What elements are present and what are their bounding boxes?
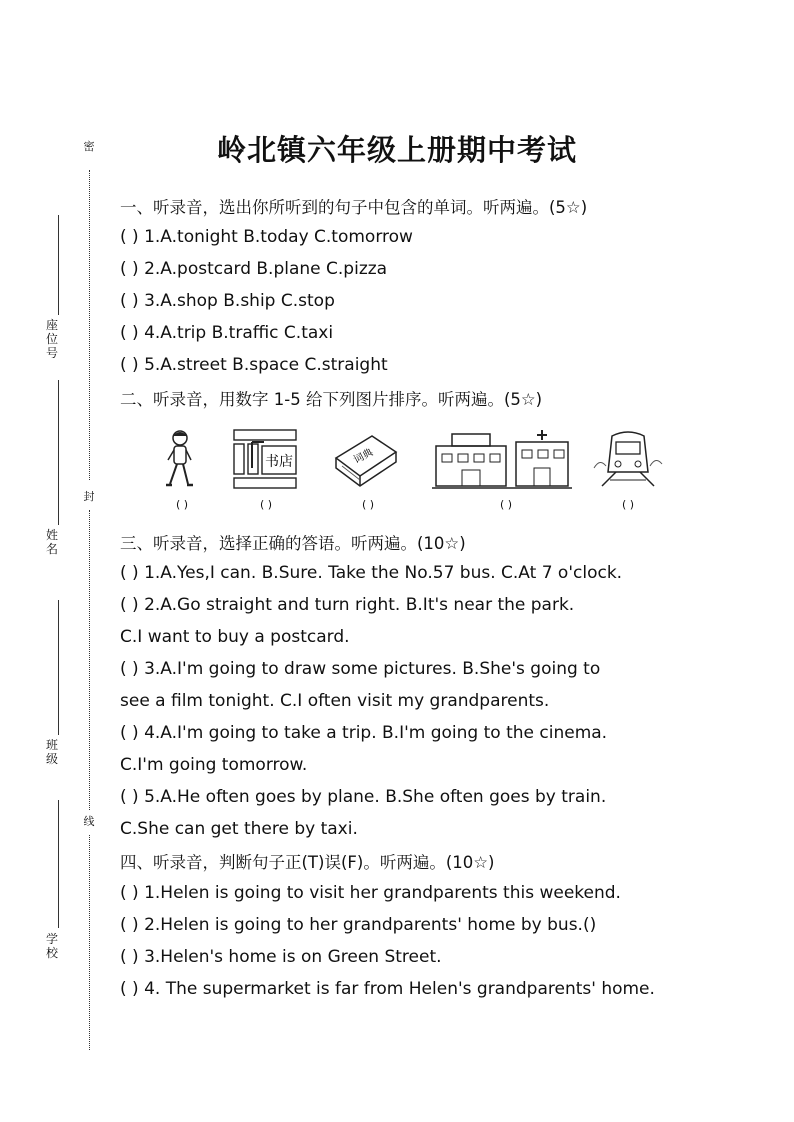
- question-line: ( ) 5.A.street B.space C.straight: [120, 355, 388, 375]
- train-picture: [592, 428, 664, 490]
- seal-char-xian: 线: [83, 815, 95, 828]
- walking-boy-picture: [160, 428, 200, 492]
- picture-answer-blank[interactable]: ( ): [175, 498, 189, 511]
- name-line[interactable]: [58, 380, 59, 525]
- question-line: ( ) 2.A.postcard B.plane C.pizza: [120, 259, 388, 279]
- seat-number-label: 座位号: [45, 318, 58, 360]
- class-line[interactable]: [58, 600, 59, 735]
- dictionary-picture: [332, 428, 400, 488]
- question-line: ( ) 3.A.I'm going to draw some pictures. B.She's going to: [120, 659, 601, 679]
- question-line: ( ) 2.A.Go straight and turn right. B.It's near the park.: [120, 595, 575, 615]
- question-line: C.I'm going tomorrow.: [120, 755, 308, 775]
- name-label: 姓名: [45, 528, 58, 556]
- picture-answer-blank[interactable]: ( ): [361, 498, 375, 511]
- seal-char-feng: 封: [83, 490, 95, 503]
- question-line: ( ) 1.Helen is going to visit her grandparents this weekend.: [120, 883, 621, 903]
- question-line: see a film tonight. C.I often visit my grandparents.: [120, 691, 550, 711]
- school-label: 学校: [45, 932, 58, 960]
- picture-answer-blank[interactable]: ( ): [621, 498, 635, 511]
- seal-char-mi: 密: [83, 140, 95, 153]
- seal-dotted-line: [89, 170, 90, 480]
- buildings-picture: [432, 428, 572, 490]
- question-line: ( ) 4.A.trip B.traffic C.taxi: [120, 323, 334, 343]
- dictionary-label: 词典: [352, 447, 375, 467]
- question-line: ( ) 2.Helen is going to her grandparents' home by bus.(): [120, 915, 597, 935]
- section-2-heading: 二、听录音，用数字 1-5 给下列图片排序。听两遍。(5☆): [120, 390, 543, 409]
- seal-dotted-line: [89, 835, 90, 1050]
- section-4-heading: 四、听录音，判断句子正(T)误(F)。听两遍。(10☆): [120, 853, 495, 872]
- question-line: ( ) 3.Helen's home is on Green Street.: [120, 947, 442, 967]
- bookstore-map-picture: [232, 428, 298, 490]
- seal-dotted-line: [89, 510, 90, 810]
- class-label: 班级: [45, 738, 58, 766]
- picture-row: [160, 428, 780, 524]
- question-line: ( ) 3.A.shop B.ship C.stop: [120, 291, 335, 311]
- section-3-heading: 三、听录音，选择正确的答语。听两遍。(10☆): [120, 534, 466, 553]
- seat-number-line[interactable]: [58, 215, 59, 315]
- question-line: ( ) 1.A.Yes,I can. B.Sure. Take the No.57 bus. C.At 7 o'clock.: [120, 563, 623, 583]
- question-line: C.I want to buy a postcard.: [120, 627, 350, 647]
- bookstore-label: 书店: [265, 454, 293, 470]
- section-1-heading: 一、听录音，选出你所听到的句子中包含的单词。听两遍。(5☆): [120, 198, 588, 217]
- page-title: 岭北镇六年级上册期中考试: [216, 133, 577, 167]
- picture-answer-blank[interactable]: ( ): [499, 498, 513, 511]
- question-line: ( ) 4.A.I'm going to take a trip. B.I'm going to the cinema.: [120, 723, 608, 743]
- school-line[interactable]: [58, 800, 59, 928]
- question-line: C.She can get there by taxi.: [120, 819, 358, 839]
- question-line: ( ) 5.A.He often goes by plane. B.She often goes by train.: [120, 787, 607, 807]
- question-line: ( ) 4. The supermarket is far from Helen's grandparents' home.: [120, 979, 655, 999]
- question-line: ( ) 1.A.tonight B.today C.tomorrow: [120, 227, 413, 247]
- picture-answer-blank[interactable]: ( ): [259, 498, 273, 511]
